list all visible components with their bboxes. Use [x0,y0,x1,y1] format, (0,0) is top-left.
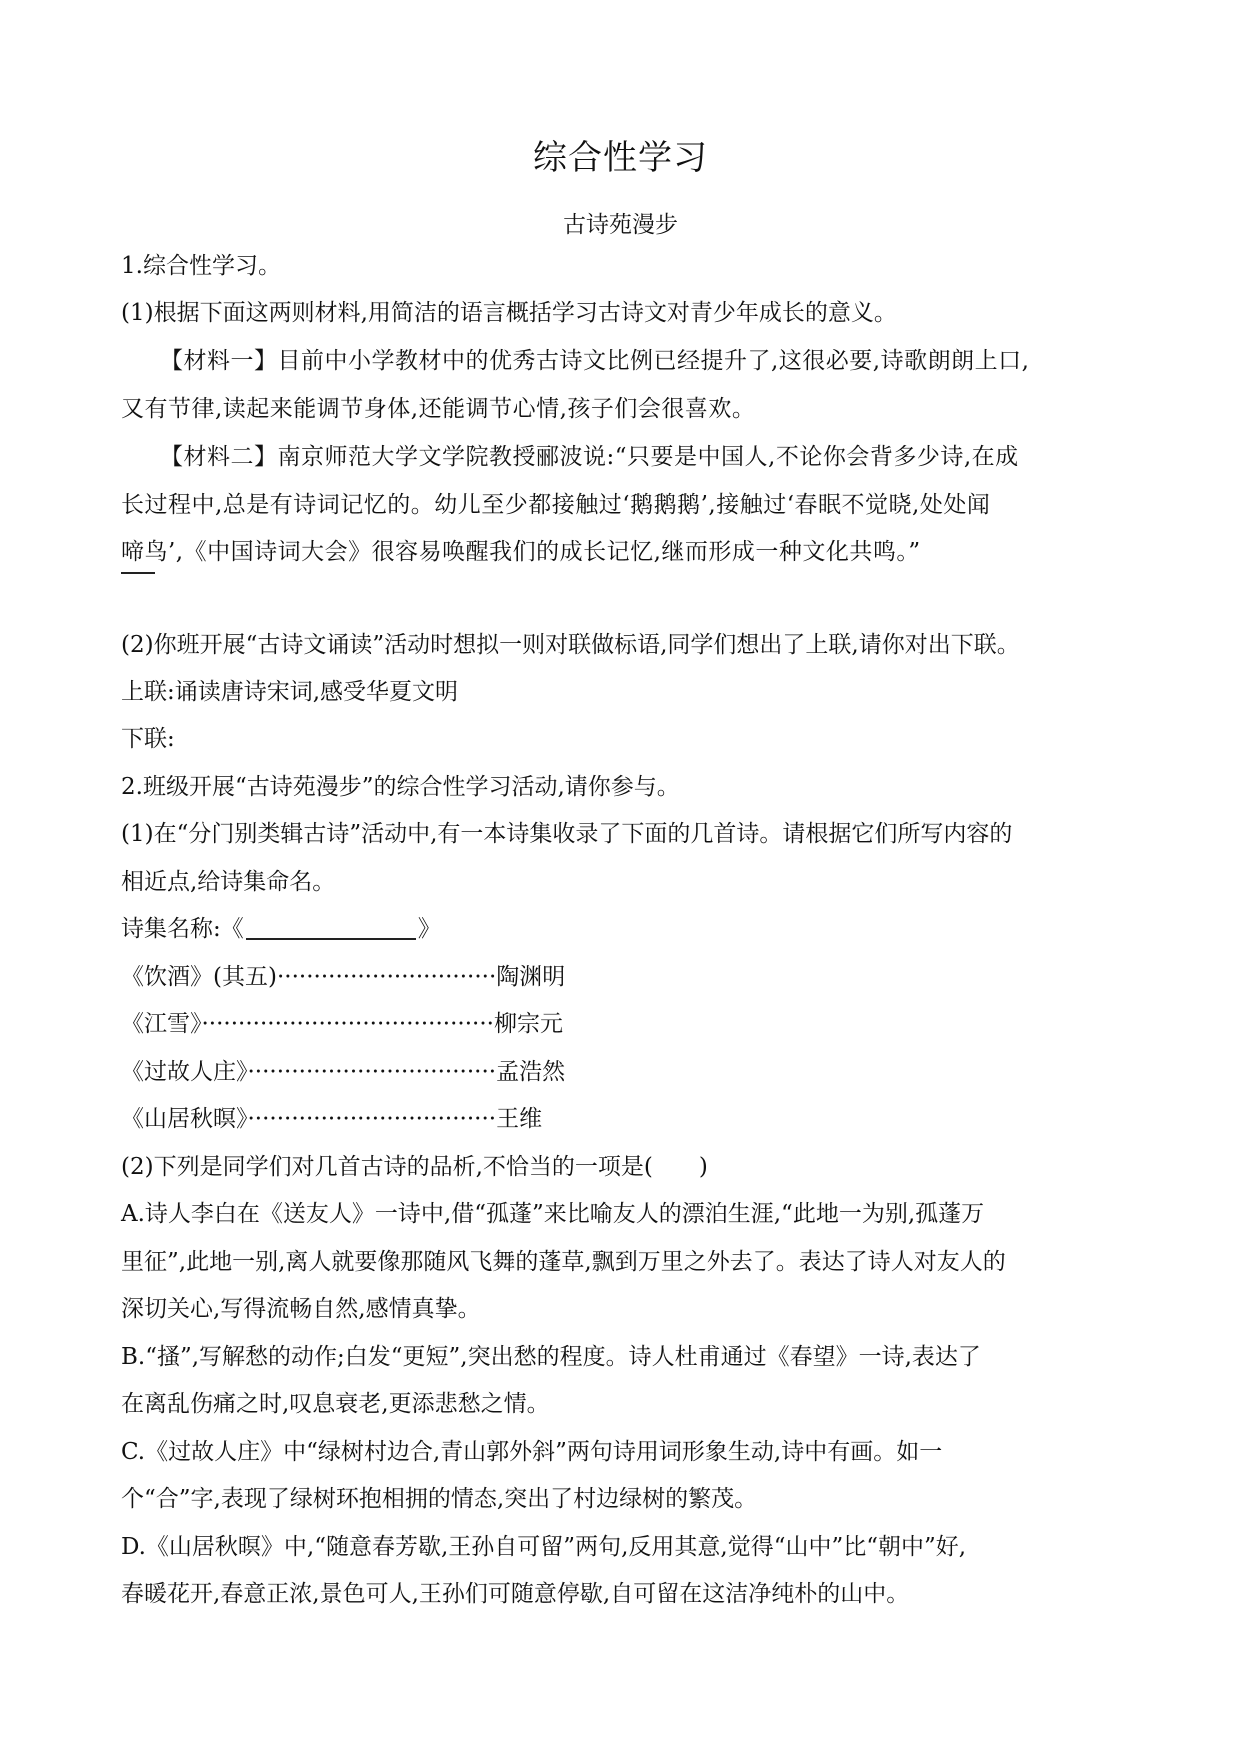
poem-row [121,1103,542,1135]
option-c-line-1: C.《过故人庄》中“绿树村边合,青山郭外斜”两句诗用词形象生动,诗中有画。如一 [121,1439,943,1465]
collection-name-row [121,913,441,945]
material-2-line-1: 【材料二】南京师范大学文学院教授郦波说:“只要是中国人,不论你会背多少诗,在成 [160,444,1019,470]
page-subtitle: 古诗苑漫步 [563,212,678,238]
lower-couplet: 下联: [121,726,175,752]
collection-name-blank[interactable] [246,916,416,940]
option-d-line-1: D.《山居秋暝》中,“随意春芳歇,王孙自可留”两句,反用其意,觉得“山中”比“朝中”好, [121,1534,967,1560]
poem-author: 陶渊明 [496,964,566,990]
upper-couplet: 上联:诵读唐诗宋词,感受华夏文明 [121,679,459,705]
poem-dots: ·································· [247,1059,497,1085]
poem-title: 《饮酒》(其五) [121,964,277,990]
poem-row [121,1008,563,1040]
option-a-line-1: A.诗人李白在《送友人》一诗中,借“孤蓬”来比喻友人的漂泊生涯,“此地一为别,孤蓬万 [121,1201,985,1227]
question-2-part-1-line-2: 相近点,给诗集命名。 [121,869,336,895]
poem-title: 《江雪》 [121,1011,202,1037]
material-2-line-3: 啼鸟’,《中国诗词大会》很容易唤醒我们的成长记忆,继而形成一种文化共鸣。” [121,539,921,565]
poem-dots: ········································ [201,1011,494,1037]
poem-author: 柳宗元 [493,1011,563,1037]
material-2-line-2: 长过程中,总是有诗词记忆的。幼儿至少都接触过‘鹅鹅鹅’,接触过‘春眠不觉晓,处处闻 [121,492,991,518]
option-c-line-2: 个“合”字,表现了绿树环抱相拥的情态,突出了村边绿树的繁茂。 [121,1486,758,1512]
question-1-part-2: (2)你班开展“古诗文诵读”活动时想拟一则对联做标语,同学们想出了上联,请你对出下联。 [121,632,1020,658]
question-2-heading: 2.班级开展“古诗苑漫步”的综合性学习活动,请你参与。 [121,774,680,800]
poem-dots: ······························ [276,964,497,990]
poem-row [121,1056,565,1088]
page-title: 综合性学习 [533,138,708,178]
answer-line [121,572,155,574]
poem-row [121,961,565,993]
poem-title: 《过故人庄》 [121,1059,248,1085]
option-d-line-2: 春暖花开,春意正浓,景色可人,王孙们可随意停歇,自可留在这洁净纯朴的山中。 [121,1581,910,1607]
poem-dots: ·································· [247,1106,497,1132]
question-1-part-1: (1)根据下面这两则材料,用简洁的语言概括学习古诗文对青少年成长的意义。 [121,300,897,326]
option-a-line-2: 里征”,此地一别,离人就要像那随风飞舞的蓬草,飘到万里之外去了。表达了诗人对友人的 [121,1249,1006,1275]
question-1-heading: 1.综合性学习。 [121,253,281,279]
collection-name-label: 诗集名称:《 [121,916,244,942]
option-b-line-1: B.“搔”,写解愁的动作;白发“更短”,突出愁的程度。诗人杜甫通过《春望》一诗,表达了 [121,1344,981,1370]
question-2-part-2: (2)下列是同学们对几首古诗的品析,不恰当的一项是( ) [121,1154,708,1180]
material-1-line-1: 【材料一】目前中小学教材中的优秀古诗文比例已经提升了,这很必要,诗歌朗朗上口, [160,348,1030,374]
poem-author: 王维 [496,1106,543,1132]
material-1-line-2: 又有节律,读起来能调节身体,还能调节心情,孩子们会很喜欢。 [121,396,756,422]
option-a-line-3: 深切关心,写得流畅自然,感情真挚。 [121,1296,481,1322]
collection-name-close: 》 [417,916,441,942]
question-2-part-1-line-1: (1)在“分门别类辑古诗”活动中,有一本诗集收录了下面的几首诗。请根据它们所写内容的 [121,821,1013,847]
poem-title: 《山居秋暝》 [121,1106,248,1132]
option-b-line-2: 在离乱伤痛之时,叹息衰老,更添悲愁之情。 [121,1391,550,1417]
poem-author: 孟浩然 [496,1059,566,1085]
